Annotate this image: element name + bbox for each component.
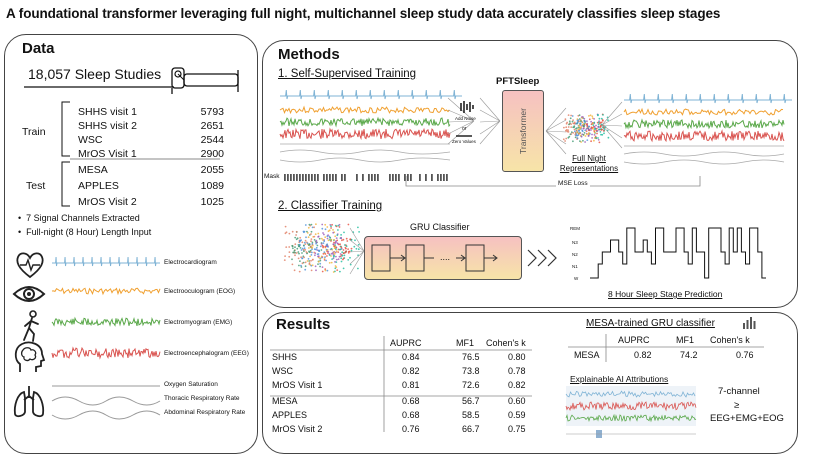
emg-trace bbox=[52, 314, 160, 330]
methods-heading: Methods bbox=[278, 46, 340, 63]
test-row-count: 1089 bbox=[200, 180, 224, 192]
results-row-auprc: 0.68 bbox=[402, 410, 420, 420]
ecg-trace bbox=[52, 254, 160, 270]
test-row-name: APPLES bbox=[78, 180, 119, 192]
prediction-label: 8 Hour Sleep Stage Prediction bbox=[608, 289, 723, 299]
eog-trace bbox=[52, 283, 160, 299]
train-row-name: SHHS visit 2 bbox=[78, 120, 137, 132]
xai-label: Explainable AI Attributions bbox=[570, 374, 669, 384]
reconstructed-signal-stack bbox=[624, 92, 784, 170]
train-row-count: 2900 bbox=[200, 148, 224, 160]
mesa-row-auprc: 0.82 bbox=[634, 350, 652, 360]
mesa-column-header: Cohen's k bbox=[710, 335, 750, 345]
bullet-item: • Full-night (8 Hour) Length Input bbox=[18, 227, 152, 237]
bullet-text: 7 Signal Channels Extracted bbox=[26, 213, 140, 223]
fan-lines-output bbox=[602, 100, 624, 150]
hypnogram bbox=[590, 222, 766, 286]
transformer-label: Transformer bbox=[518, 108, 528, 154]
results-row-k: 0.78 bbox=[508, 366, 526, 376]
train-row-count: 2651 bbox=[200, 120, 224, 132]
fan-lines bbox=[546, 106, 568, 156]
results-row-name: MESA bbox=[272, 396, 298, 406]
input-cluster bbox=[290, 222, 354, 274]
sleep-studies-underline bbox=[24, 86, 174, 90]
bed-icon bbox=[168, 62, 248, 96]
results-row-auprc: 0.81 bbox=[402, 380, 420, 390]
step1-label: 1. Self-Supervised Training bbox=[278, 68, 417, 80]
signal-label: Thoracic Respiratory Rate bbox=[164, 395, 240, 402]
model-name: PFTSleep bbox=[496, 76, 540, 87]
results-row-mf1: 76.5 bbox=[462, 352, 480, 362]
train-row-count: 5793 bbox=[200, 106, 224, 118]
results-row-auprc: 0.76 bbox=[402, 424, 420, 434]
results-row-mf1: 66.7 bbox=[462, 424, 480, 434]
results-row-mf1: 73.8 bbox=[462, 366, 480, 376]
stage-label: REM bbox=[570, 226, 580, 231]
signal-label: Electrooculogram (EOG) bbox=[164, 288, 236, 295]
results-row-mf1: 56.7 bbox=[462, 396, 480, 406]
step2-label: 2. Classifier Training bbox=[278, 200, 383, 212]
results-column-header: Cohen's k bbox=[486, 338, 526, 348]
mesa-row-k: 0.76 bbox=[736, 350, 754, 360]
train-row-count: 2544 bbox=[200, 134, 224, 146]
brain-head-icon bbox=[12, 340, 46, 374]
results-row-name: MrOS Visit 1 bbox=[272, 380, 323, 390]
mesa-row-name: MESA bbox=[574, 350, 600, 360]
sleep-studies-count: 18,057 Sleep Studies bbox=[28, 66, 162, 82]
mesa-row-mf1: 74.2 bbox=[680, 350, 698, 360]
heart-icon bbox=[14, 250, 46, 280]
zero-line-icon bbox=[456, 134, 476, 138]
zero-values-label: Zero Values bbox=[452, 139, 476, 144]
results-row-name: APPLES bbox=[272, 410, 308, 420]
results-row-k: 0.82 bbox=[508, 380, 526, 390]
signal-label: Electrocardiogram bbox=[164, 259, 217, 266]
channel-note-line: 7-channel bbox=[718, 386, 760, 397]
stage-label: N1 bbox=[572, 264, 578, 269]
mesa-column-header: MF1 bbox=[676, 335, 694, 345]
results-column-header: AUPRC bbox=[390, 338, 422, 348]
test-row-count: 2055 bbox=[200, 164, 224, 176]
data-heading: Data bbox=[22, 40, 55, 57]
results-heading: Results bbox=[276, 316, 331, 333]
mse-loss-label: MSE Loss bbox=[558, 180, 588, 187]
results-row-auprc: 0.82 bbox=[402, 366, 420, 376]
train-row-name: SHHS visit 1 bbox=[78, 106, 137, 118]
mesa-classifier-title: MESA-trained GRU classifier bbox=[586, 318, 715, 329]
noise-label: Add Noise bbox=[455, 116, 476, 121]
channel-note-line: ≥ bbox=[734, 400, 740, 411]
signal-label: Abdominal Respiratory Rate bbox=[164, 409, 246, 416]
train-test-brackets bbox=[56, 100, 76, 210]
gru-label: GRU Classifier bbox=[410, 222, 470, 232]
channel-note-line: EEG+EMG+EOG bbox=[710, 413, 784, 424]
test-row-name: MESA bbox=[78, 164, 108, 176]
or-label: or bbox=[462, 126, 467, 132]
converge-lines-right bbox=[480, 96, 502, 146]
attribution-traces bbox=[566, 386, 696, 446]
mesa-column-header: AUPRC bbox=[618, 335, 650, 345]
results-row-k: 0.80 bbox=[508, 352, 526, 362]
test-label: Test bbox=[26, 180, 46, 192]
results-row-name: MrOS Visit 2 bbox=[272, 424, 323, 434]
full-night-label: Full Night Representations bbox=[559, 154, 619, 173]
lungs-icon bbox=[12, 384, 46, 420]
stage-label: N3 bbox=[572, 240, 578, 245]
chevron-arrows-icon bbox=[526, 248, 560, 268]
abdominal-trace bbox=[52, 407, 160, 423]
bullet-item: • 7 Signal Channels Extracted bbox=[18, 213, 140, 223]
walking-person-icon bbox=[18, 310, 44, 342]
results-row-k: 0.59 bbox=[508, 410, 526, 420]
stage-label: N2 bbox=[572, 252, 578, 257]
results-row-k: 0.60 bbox=[508, 396, 526, 406]
representation-cluster bbox=[566, 110, 606, 146]
eye-icon bbox=[12, 283, 46, 305]
results-row-k: 0.75 bbox=[508, 424, 526, 434]
signal-label: Oxygen Saturation bbox=[164, 381, 218, 388]
results-row-mf1: 58.5 bbox=[462, 410, 480, 420]
train-row-name: WSC bbox=[78, 134, 103, 146]
gru-ellipsis: .... bbox=[440, 252, 451, 262]
mse-loss-bracket bbox=[404, 176, 704, 190]
results-row-mf1: 72.6 bbox=[462, 380, 480, 390]
results-row-name: WSC bbox=[272, 366, 293, 376]
spo2-trace bbox=[52, 378, 160, 394]
bar-chart-icon bbox=[742, 317, 756, 329]
eeg-trace bbox=[52, 345, 160, 361]
signal-label: Electroencephalogram (EEG) bbox=[164, 350, 249, 357]
input-signal-stack bbox=[280, 88, 450, 168]
mask-label: Mask bbox=[264, 173, 280, 180]
stage-label: W bbox=[574, 276, 579, 281]
train-label: Train bbox=[22, 126, 46, 138]
results-column-header: MF1 bbox=[456, 338, 474, 348]
figure-title: A foundational transformer leveraging full night, multichannel sleep study data accurately classifies sleep stages bbox=[6, 6, 721, 21]
results-row-name: SHHS bbox=[272, 352, 298, 362]
test-row-count: 1025 bbox=[200, 196, 224, 208]
results-row-auprc: 0.68 bbox=[402, 396, 420, 406]
test-row-name: MrOS Visit 2 bbox=[78, 196, 137, 208]
results-row-auprc: 0.84 bbox=[402, 352, 420, 362]
signal-label: Electromyogram (EMG) bbox=[164, 319, 233, 326]
train-row-name: MrOS Visit 1 bbox=[78, 148, 137, 160]
sound-wave-icon bbox=[456, 100, 476, 114]
bullet-text: Full-night (8 Hour) Length Input bbox=[26, 227, 152, 237]
